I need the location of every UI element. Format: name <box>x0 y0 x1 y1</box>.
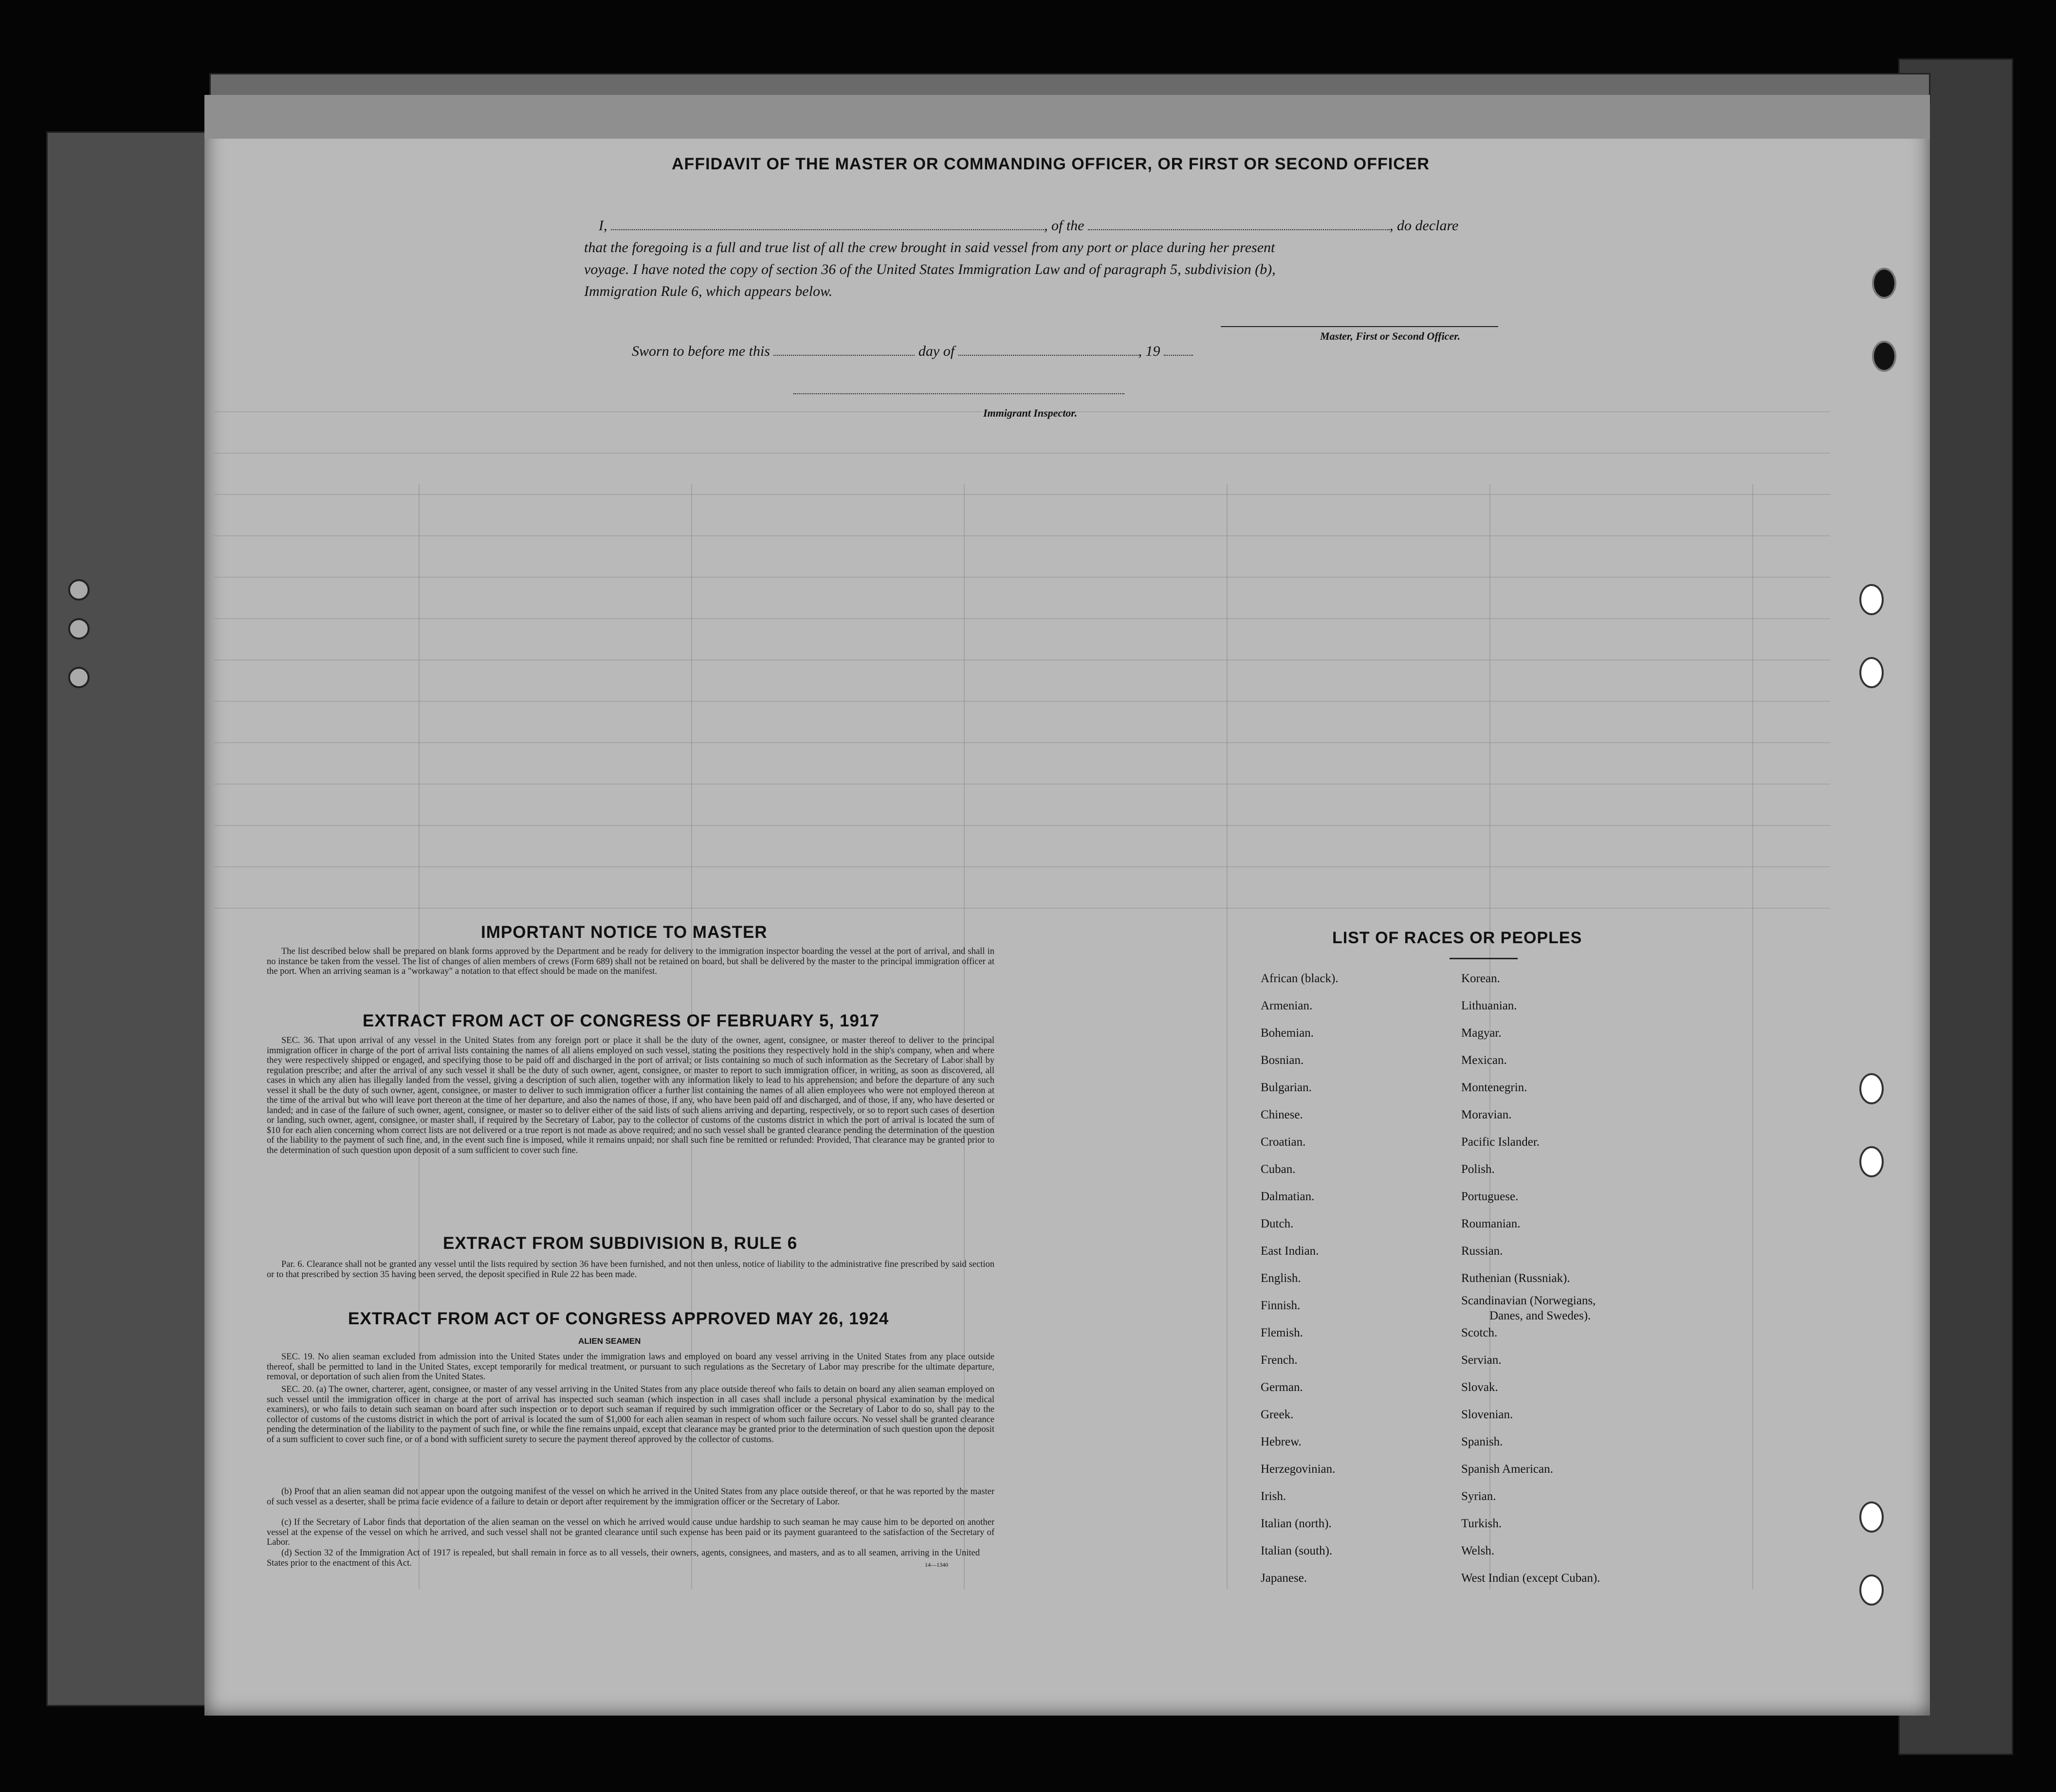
bleed-row <box>214 494 1830 495</box>
master-signature-label: Master, First or Second Officer. <box>1320 330 1461 342</box>
race-item: Ruthenian (Russniak). <box>1461 1272 1570 1285</box>
race-item: Spanish. <box>1461 1435 1503 1448</box>
race-item: Cuban. <box>1261 1163 1296 1176</box>
bleed-row <box>214 784 1830 785</box>
affidavit-line-3: voyage. I have noted the copy of section 36 of the United States Immigration Law and of paragraph 5, subdivision (b), <box>584 261 1276 277</box>
bleed-row <box>214 701 1830 702</box>
race-item: Moravian. <box>1461 1108 1512 1121</box>
affidavit-line-1 <box>599 218 1458 234</box>
race-item: Greek. <box>1261 1408 1294 1421</box>
extract-1924-title: EXTRACT FROM ACT OF CONGRESS APPROVED MAY 26, 1924 <box>348 1309 889 1328</box>
sworn-year-blank <box>1164 343 1193 356</box>
punch-hole <box>1859 1501 1884 1533</box>
sworn-day-of: day of <box>918 343 955 359</box>
bleed-row <box>214 577 1830 578</box>
bleed-row <box>214 659 1830 660</box>
extract-1924-sec20a: SEC. 20. (a) The owner, charterer, agent, consignee, or master of any vessel arriving in the United States from any place outside thereof who fails to detain on board any alien seaman employed on such vessel until the immigration officer in charge at the port of arrival has inspected such seaman (which inspection in all cases shall include a personal physical examination by the medical examiners), or who fails to detain such seaman on board after such inspection or to deport such seaman if required by such immigration officer or the Secretary of Labor to do so, shall pay to the collector of customs of the customs district in which the port of arrival is located the sum of $1,000 for each alien seaman in respect of whom such failure occurs. No vessel shall be granted clearance pending the determination of the liability to the payment of such fine, or while the fine remains unpaid, except that clearance may be granted prior to the determination of such question upon the deposit of a sum sufficient to cover such fine, or of a bond with sufficient surety to secure the payment thereof approved by the collector of customs. <box>267 1385 994 1445</box>
affidavit-line-4: Immigration Rule 6, which appears below. <box>584 283 833 299</box>
race-item: Chinese. <box>1261 1108 1303 1121</box>
race-item: Portuguese. <box>1461 1190 1519 1203</box>
vessel-name-blank <box>1088 218 1390 230</box>
back-sheet-left <box>46 131 210 1706</box>
punch-hole <box>1872 268 1896 299</box>
inspector-label: Immigrant Inspector. <box>983 407 1078 419</box>
race-item: Bulgarian. <box>1261 1081 1312 1094</box>
race-item: Hebrew. <box>1261 1435 1302 1448</box>
race-item: Flemish. <box>1261 1326 1303 1339</box>
sworn-month-blank <box>958 343 1138 356</box>
race-item: Croatian. <box>1261 1135 1306 1149</box>
binder-hole-3 <box>68 667 90 688</box>
race-item: Dalmatian. <box>1261 1190 1315 1203</box>
sworn-year: , 19 <box>1138 343 1160 359</box>
sheet-top-band <box>204 95 1930 139</box>
binder-hole-1 <box>68 579 90 601</box>
of-the-label: , of the <box>1044 218 1084 234</box>
race-item: Bohemian. <box>1261 1026 1314 1040</box>
race-item: Magyar. <box>1461 1026 1502 1040</box>
race-item: Irish. <box>1261 1490 1286 1503</box>
sworn-day-blank <box>773 343 915 356</box>
race-item: Turkish. <box>1461 1517 1502 1530</box>
punch-hole <box>1859 584 1884 615</box>
races-title: LIST OF RACES OR PEOPLES <box>1332 929 1582 947</box>
bleed-column <box>1227 484 1228 1589</box>
race-item: Slovenian. <box>1461 1408 1513 1421</box>
race-item: Servian. <box>1461 1353 1502 1367</box>
extract-1924-sec19: SEC. 19. No alien seaman excluded from admission into the United States under the immigration laws and employed on board any vessel arriving in the United States from any place outside thereof, shall be permitted to land in the United States, except temporarily for medical treatment, or pursuant to such regulations as the Secretary of Labor may prescribe for the ultimate departure, removal, or deportation of such alien from the United States. <box>267 1352 994 1382</box>
race-item: Japanese. <box>1261 1572 1307 1585</box>
bleed-row <box>214 866 1830 867</box>
extract-1917-text: SEC. 36. That upon arrival of any vessel in the United States from any foreign port or place it shall be the duty of the owner, agent, consignee, or master thereof to deliver to the principal immigration officer in charge of the port of arrival lists containing the names of all aliens employed on such vessel, stating the positions they respectively hold in the ship's company, when and where they were respectively shipped or engaged, and specifying those to be paid off and discharged in the port of arrival; or lists containing so much of such information as the Secretary of Labor shall by regulation prescribe; and after the arrival of any such vessel it shall be the duty of such owner, agent, consignee, or master to report to such immigration officer, in writing, as soon as discovered, all cases in which any alien has illegally landed from the vessel, giving a description of such alien, together with any information likely to lead to his apprehension; and before the departure of any such vessel it shall be the duty of such owner, agent, consignee, or master to deliver to such immigration officer a further list containing the names of all alien employees who were not employed thereon at the time of the arrival but who will leave port thereon at the time of her departure, and also the names of those, if any, who have been paid off and discharged, and of those, if any, who have deserted or landed; and in case of the failure of such owner, agent, consignee, or master so to deliver either of the said lists of such aliens arriving and departing, respectively, or so to report such cases of desertion or landing, such owner, agent, consignee, or master shall, if required by the Secretary of Labor, pay to the collector of customs of the customs district in which the port of arrival is located the sum of $10 for each alien concerning whom correct lists are not delivered or a true report is not made as above required; and no such vessel shall be granted clearance pending the determination of the question of the liability to the payment of such fine, and, in the event such fine is imposed, while it remains unpaid; nor shall such fine be remitted or refunded: Provided, That clearance may be granted prior to the determination of such question upon deposit of a sum sufficient to cover such fine. <box>267 1036 994 1155</box>
race-item: English. <box>1261 1272 1301 1285</box>
extract-1924-sec20c: (c) If the Secretary of Labor finds that deportation of the alien seaman on the vessel on which he arrived would cause undue hardship to such seaman he may cause him to be deported on another vessel at the expense of the vessel on which he arrived, and such vessel shall not be granted clearance until such expense has been paid or its payment guaranteed to the satisfaction of the Secretary of Labor. <box>267 1518 994 1547</box>
declarant-name-blank <box>611 218 1044 230</box>
race-item-continuation: Danes, and Swedes). <box>1489 1309 1591 1322</box>
bleed-row <box>214 618 1830 619</box>
punch-hole <box>1859 1073 1884 1104</box>
declarant-label: I, <box>599 218 607 234</box>
race-item: Finnish. <box>1261 1299 1301 1312</box>
punch-hole <box>1859 1146 1884 1177</box>
race-item: Lithuanian. <box>1461 999 1517 1012</box>
extract-rule6-title: EXTRACT FROM SUBDIVISION B, RULE 6 <box>443 1234 798 1253</box>
inspector-signature-line <box>793 393 1124 394</box>
bleed-row <box>214 825 1830 826</box>
notice-title: IMPORTANT NOTICE TO MASTER <box>481 923 768 942</box>
race-item: Scotch. <box>1461 1326 1498 1339</box>
race-item: Polish. <box>1461 1163 1495 1176</box>
race-item: Spanish American. <box>1461 1463 1553 1476</box>
race-item: Herzegovinian. <box>1261 1463 1336 1476</box>
extract-rule6-text: Par. 6. Clearance shall not be granted any vessel until the lists required by section 36 have been furnished, and not then unless, notice of liability to the administrative fine prescribed by said section or to that prescribed by section 35 having been served, the deposit specified in Rule 22 has been made. <box>267 1260 994 1280</box>
notice-text: The list described below shall be prepared on blank forms approved by the Department and be ready for delivery to the immigration inspector boarding the vessel at the port of arrival, and shall in no instance be taken from the vessel. The list of changes of alien members of crews (Form 689) shall not be retained on board, but shall be delivered by the master to the principal immigration officer at the port. When an arriving seaman is a "workaway" a notation to that effect should be made on the manifest. <box>267 947 994 976</box>
race-item: West Indian (except Cuban). <box>1461 1572 1600 1585</box>
race-item: Italian (south). <box>1261 1544 1333 1557</box>
race-item: Roumanian. <box>1461 1217 1521 1230</box>
race-item: Italian (north). <box>1261 1517 1332 1530</box>
punch-hole <box>1872 341 1896 372</box>
affidavit-title: AFFIDAVIT OF THE MASTER OR COMMANDING OFFICER, OR FIRST OR SECOND OFFICER <box>672 155 1430 173</box>
bleed-row <box>214 535 1830 536</box>
race-item: East Indian. <box>1261 1244 1319 1258</box>
master-signature-line <box>1221 326 1498 327</box>
bleed-row <box>214 908 1830 909</box>
manifest-sheet <box>204 95 1930 1716</box>
bleed-column <box>1752 484 1753 1589</box>
punch-hole <box>1859 657 1884 688</box>
race-item: African (black). <box>1261 972 1339 985</box>
race-item: Mexican. <box>1461 1054 1507 1067</box>
race-item: Montenegrin. <box>1461 1081 1527 1094</box>
race-item: Slovak. <box>1461 1381 1498 1394</box>
race-item: French. <box>1261 1353 1298 1367</box>
sworn-line <box>632 343 1193 360</box>
binder-hole-2 <box>68 618 90 640</box>
extract-1924-sec20d: (d) Section 32 of the Immigration Act of 1917 is repealed, but shall remain in force as to all vessels, their owners, agents, consignees, and masters, and as to all seamen, arriving in the United States prior to the enactment of this Act. <box>267 1548 980 1568</box>
bleed-row <box>214 742 1830 743</box>
race-item: Syrian. <box>1461 1490 1496 1503</box>
extract-1924-sec20b: (b) Proof that an alien seaman did not appear upon the outgoing manifest of the vessel on which he arrived in the United States from any place outside thereof, or that he was reported by the master of such vessel as a deserter, shall be prima facie evidence of a failure to detain or deport after requirement by the immigration officer or the Secretary of Labor. <box>267 1487 994 1507</box>
race-item: Scandinavian (Norwegians, <box>1461 1294 1596 1307</box>
race-item: Pacific Islander. <box>1461 1135 1540 1149</box>
race-item: Bosnian. <box>1261 1054 1304 1067</box>
race-item: Russian. <box>1461 1244 1503 1258</box>
races-title-rule <box>1450 958 1518 959</box>
declare-label: , do declare <box>1390 218 1459 234</box>
race-item: Welsh. <box>1461 1544 1495 1557</box>
affidavit-line-2: that the foregoing is a full and true list of all the crew brought in said vessel from any port or place during her present <box>584 239 1275 256</box>
punch-hole <box>1859 1574 1884 1606</box>
race-item: Dutch. <box>1261 1217 1294 1230</box>
sworn-prefix: Sworn to before me this <box>632 343 770 359</box>
race-item: Armenian. <box>1261 999 1313 1012</box>
extract-1917-title: EXTRACT FROM ACT OF CONGRESS OF FEBRUARY 5, 1917 <box>363 1011 880 1030</box>
race-item: German. <box>1261 1381 1303 1394</box>
form-number: 14—1340 <box>925 1561 948 1568</box>
bleed-row <box>214 453 1830 454</box>
extract-1924-subtitle: ALIEN SEAMEN <box>578 1336 641 1346</box>
race-item: Korean. <box>1461 972 1500 985</box>
